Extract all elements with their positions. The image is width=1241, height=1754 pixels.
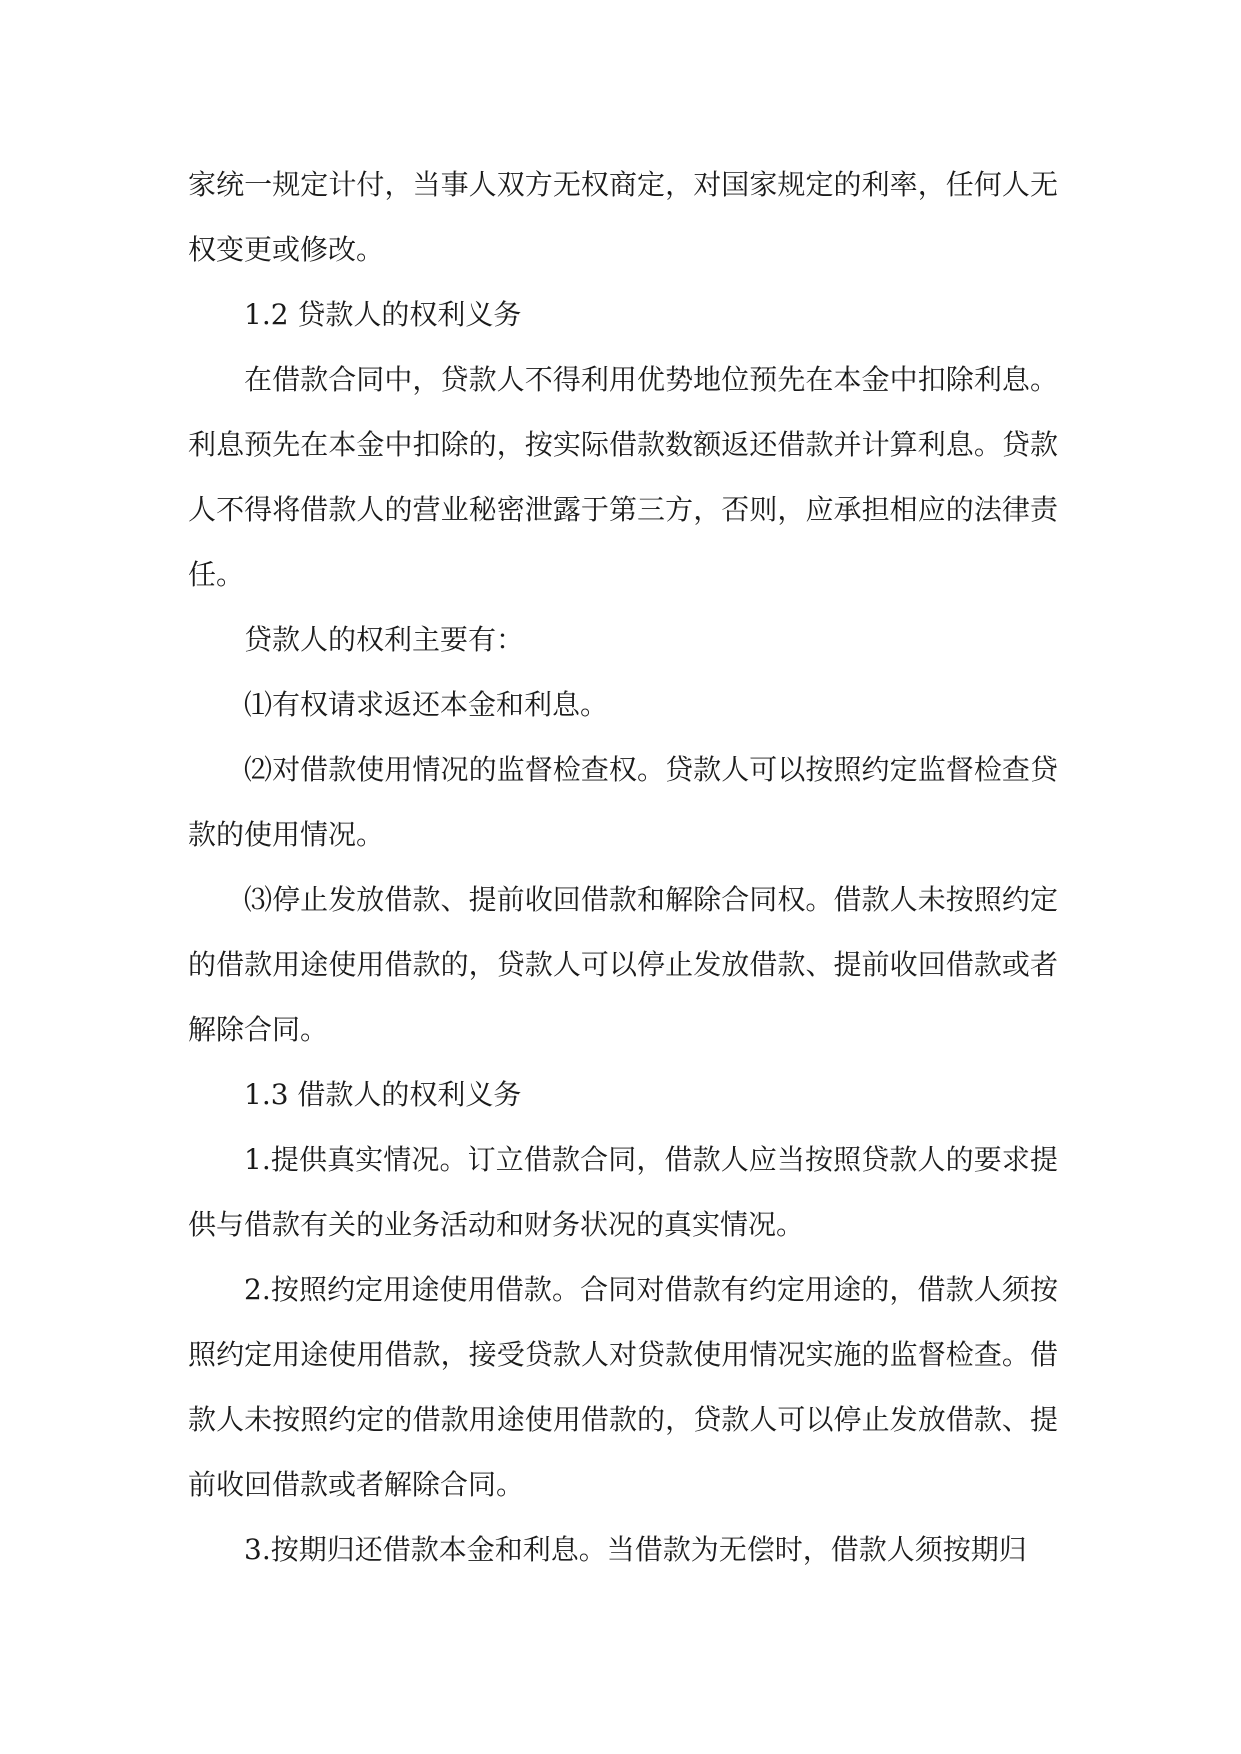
paragraph-borrower-duty-1: 1.提供真实情况。订立借款合同，借款人应当按照贷款人的要求提供与借款有关的业务活动和财务状况的真实情况。	[188, 1143, 1058, 1241]
paragraph-continuation: 家统一规定计付，当事人双方无权商定，对国家规定的利率，任何人无权变更或修改。	[188, 168, 1058, 266]
section-heading-1-2: 1.2 贷款人的权利义务	[244, 298, 522, 331]
list-item-right-3: ⑶停止发放借款、提前收回借款和解除合同权。借款人未按照约定的借款用途使用借款的，贷款人可以停止发放借款、提前收回借款或者解除合同。	[188, 883, 1058, 1046]
paragraph-borrower-duty-3: 3.按期归还借款本金和利息。当借款为无偿时，借款人须按期归	[244, 1533, 1027, 1566]
document-body	[188, 152, 1058, 1582]
paragraph-lender-restrictions: 在借款合同中，贷款人不得利用优势地位预先在本金中扣除利息。利息预先在本金中扣除的，按实际借款数额返还借款并计算利息。贷款人不得将借款人的营业秘密泄露于第三方，否则，应承担相应的法律责任。	[188, 363, 1058, 591]
paragraph-borrower-duty-2: 2.按照约定用途使用借款。合同对借款有约定用途的，借款人须按照约定用途使用借款，接受贷款人对贷款使用情况实施的监督检查。借款人未按照约定的借款用途使用借款的，贷款人可以停止发放借款、提前收回借款或者解除合同。	[188, 1273, 1058, 1501]
list-item-right-1: ⑴有权请求返还本金和利息。	[244, 688, 609, 721]
list-item-right-2: ⑵对借款使用情况的监督检查权。贷款人可以按照约定监督检查贷款的使用情况。	[188, 753, 1058, 851]
section-heading-1-3: 1.3 借款人的权利义务	[244, 1078, 522, 1111]
paragraph-lender-rights-intro: 贷款人的权利主要有：	[244, 623, 525, 656]
